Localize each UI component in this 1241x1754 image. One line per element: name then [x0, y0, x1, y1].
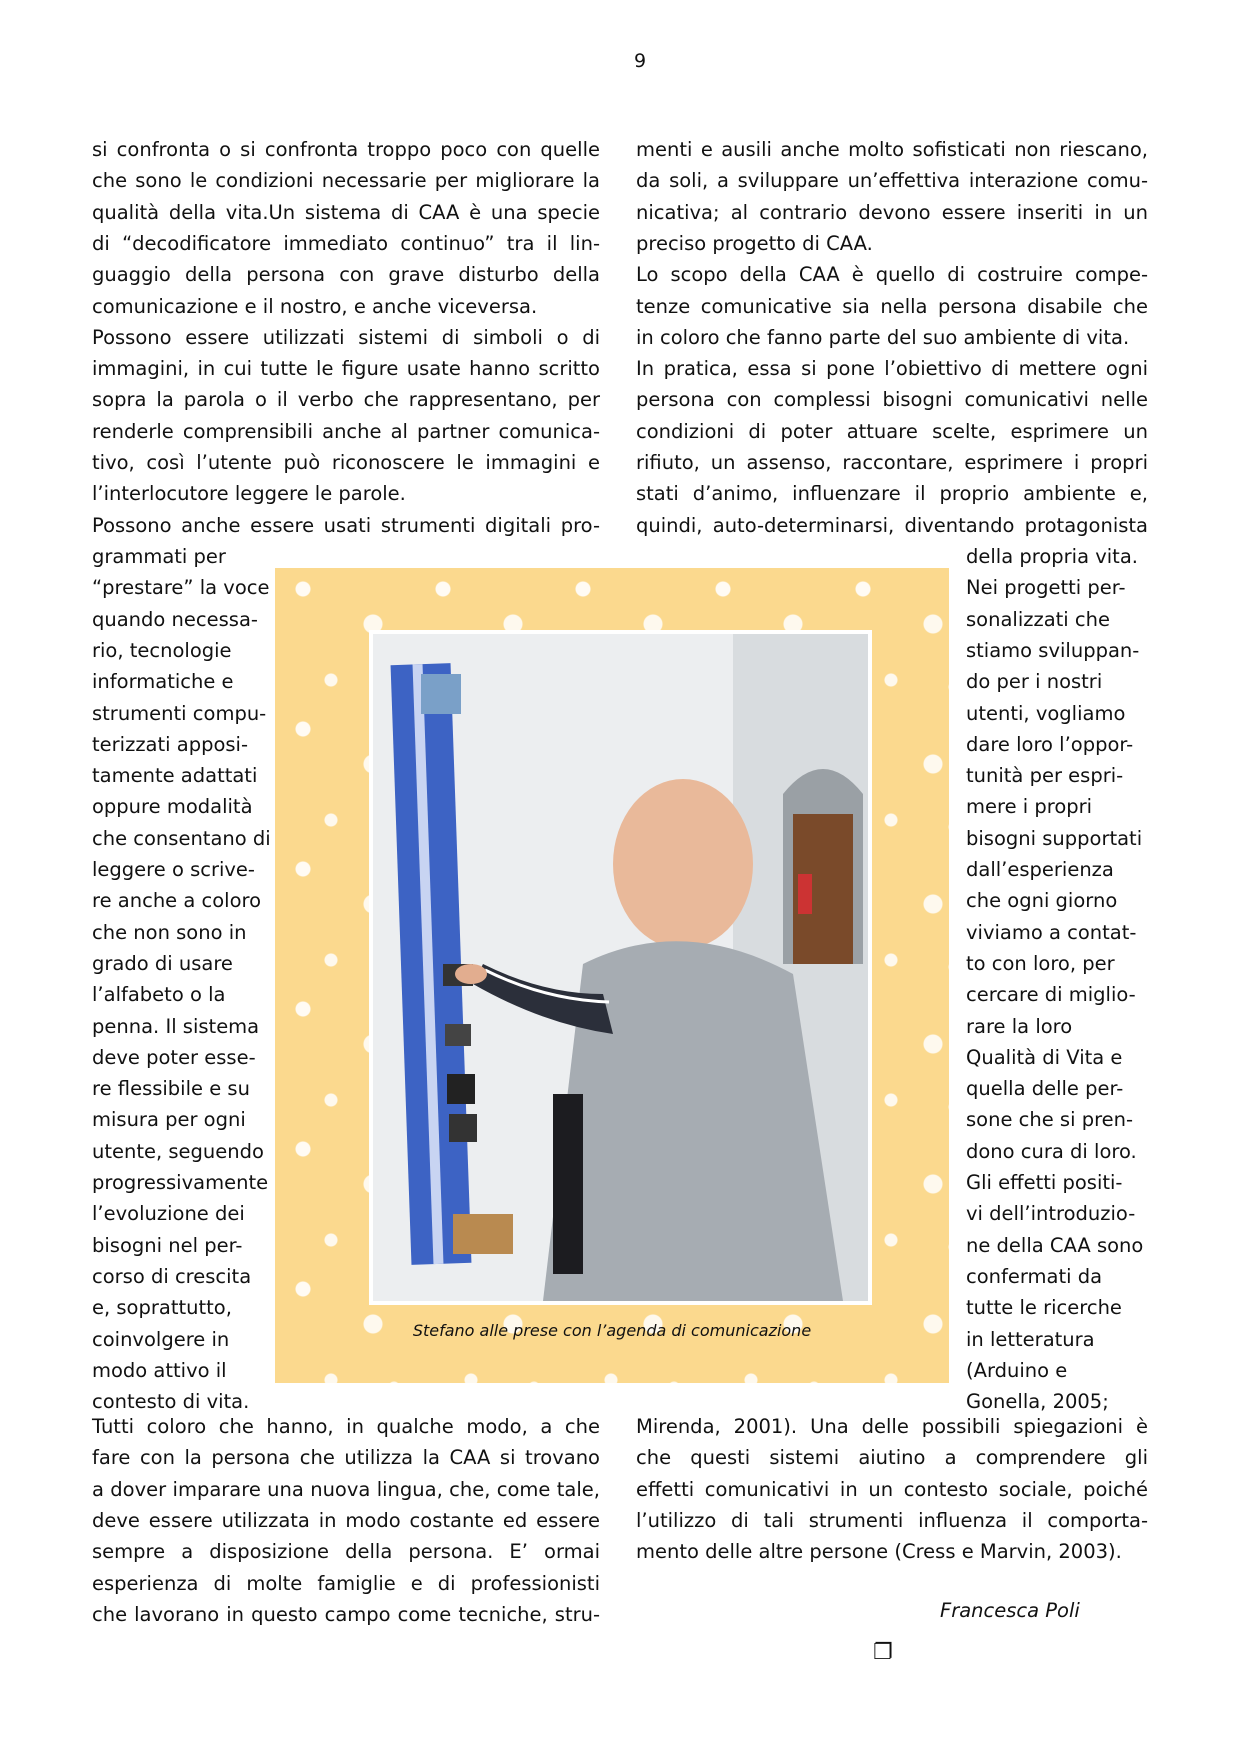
right-top-line: tenze comunicative sia nella persona disabile che — [636, 294, 1148, 318]
left-narrow-line: modo attivo il — [92, 1358, 227, 1382]
left-narrow-line: penna. Il sistema — [92, 1014, 260, 1038]
right-bottom-line: l’utilizzo di tali strumenti influenza il comporta- — [636, 1508, 1148, 1532]
right-narrow-line: viviamo a contat- — [966, 920, 1137, 944]
right-narrow-line: che ogni giorno — [966, 889, 1118, 913]
left-narrow-line: strumenti compu- — [92, 701, 267, 725]
right-narrow-line: quella delle per- — [966, 1077, 1124, 1101]
left-top-line: si confronta o si confronta troppo poco con quelle — [92, 138, 600, 161]
right-top-line: Lo scopo della CAA è quello di costruire compe- — [636, 263, 1148, 287]
right-top-line: condizioni di poter attuare scelte, esprimere un — [636, 419, 1148, 443]
left-bottom-line: fare con la persona che utilizza la CAA si trovano — [92, 1446, 600, 1470]
right-narrow-line: in letteratura — [966, 1327, 1095, 1351]
right-narrow-line: dono cura di loro. — [966, 1139, 1137, 1163]
left-narrow-line: terizzati apposi- — [92, 732, 249, 756]
left-narrow-line: che consentano di — [92, 826, 271, 850]
photo-illustration — [373, 634, 868, 1301]
right-narrow-line: confermati da — [966, 1264, 1103, 1288]
right-narrow-line: Gli effetti positi- — [966, 1171, 1123, 1194]
page-number: 9 — [633, 50, 647, 72]
left-top-line: di “decodificatore immediato continuo” tra il lin- — [92, 231, 600, 255]
left-narrow-line: informatiche e — [92, 670, 234, 694]
right-narrow-line: tunità per espri- — [966, 764, 1124, 788]
left-narrow-line: re flessibile e su — [92, 1077, 250, 1101]
left-narrow-line: progressivamente — [92, 1171, 269, 1194]
right-top-line: persona con complessi bisogni comunicativi nelle — [636, 388, 1148, 412]
right-top-line: nicativa; al contrario devono essere inseriti in un — [636, 200, 1148, 224]
left-narrow-line: l’evoluzione dei — [92, 1202, 245, 1226]
left-bottom-line: sempre a disposizione della persona. E’ ormai — [92, 1540, 600, 1564]
right-narrow-line: cercare di miglio- — [966, 983, 1136, 1007]
right-top-line: in coloro che fanno parte del suo ambiente di vita. — [636, 325, 1130, 349]
left-top-line: qualità della vita.Un sistema di CAA è una specie — [92, 200, 600, 224]
right-top-line: da soli, a sviluppare un’effettiva interazione comu- — [636, 169, 1148, 193]
right-bottom-line: Mirenda, 2001). Una delle possibili spiegazioni è — [636, 1415, 1148, 1438]
left-narrow-line: l’alfabeto o la — [92, 983, 226, 1007]
author-signature: Francesca Poli — [940, 1599, 1080, 1622]
right-narrow-line: Qualità di Vita e — [966, 1045, 1123, 1069]
photo-frame — [275, 568, 949, 1383]
left-bottom-line: a dover imparare una nuova lingua, che, come tale, — [92, 1477, 600, 1501]
left-narrow-line: re anche a coloro — [92, 889, 262, 913]
left-top-line: tivo, così l’utente può riconoscere le immagini e — [92, 451, 600, 474]
right-narrow-line: (Arduino e — [966, 1358, 1068, 1382]
left-narrow-line: grado di usare — [92, 951, 233, 975]
right-narrow-line: tutte le ricerche — [966, 1296, 1122, 1320]
left-top-line: renderle comprensibili anche al partner comunica- — [92, 419, 600, 443]
left-narrow-line: bisogni nel per- — [92, 1233, 243, 1257]
right-narrow-line: Nei progetti per- — [966, 576, 1126, 600]
right-top-line: quindi, auto-determinarsi, diventando protagonista — [636, 513, 1148, 537]
left-bottom-line: Tutti coloro che hanno, in qualche modo, a che — [92, 1415, 600, 1438]
left-narrow-line: deve poter esse- — [92, 1045, 256, 1069]
right-narrow-line: rare la loro — [966, 1014, 1073, 1038]
left-narrow-line: leggere o scrive- — [92, 858, 255, 881]
right-narrow-line: ne della CAA sono — [966, 1233, 1144, 1257]
right-narrow-line: sonalizzati che — [966, 607, 1110, 631]
left-bottom-line: deve essere utilizzata in modo costante ed essere — [92, 1508, 600, 1532]
right-narrow-line: sone che si pren- — [966, 1108, 1134, 1132]
right-narrow-line: to con loro, per — [966, 951, 1115, 975]
right-narrow-line: vi dell’introduzio- — [966, 1202, 1136, 1226]
left-narrow-line: e, soprattutto, — [92, 1296, 232, 1320]
right-narrow-line: dare loro l’oppor- — [966, 732, 1134, 756]
left-top-line: comunicazione e il nostro, e anche viceversa. — [92, 294, 538, 318]
right-top-line: rifiuto, un assenso, raccontare, esprimere i propri — [636, 451, 1148, 474]
left-top-line: guaggio della persona con grave disturbo della — [92, 263, 600, 287]
left-narrow-line: contesto di vita. — [92, 1390, 250, 1414]
left-bottom-line: esperienza di molte famiglie e di professionisti — [92, 1571, 600, 1595]
left-top-line: Possono essere utilizzati sistemi di simboli o di — [92, 325, 600, 349]
right-bottom-line: mento delle altre persone (Cress e Marvin, 2003). — [636, 1540, 1122, 1564]
right-top-line: menti e ausili anche molto sofisticati non riescano, — [636, 138, 1148, 161]
photo-stefano-agenda — [369, 630, 872, 1305]
right-top-line: preciso progetto di CAA. — [636, 231, 873, 255]
left-top-line: Possono anche essere usati strumenti digitali pro- — [92, 513, 600, 537]
left-top-line: immagini, in cui tutte le figure usate hanno scritto — [92, 357, 600, 381]
right-bottom-line: che questi sistemi aiutino a comprendere gli — [636, 1446, 1148, 1470]
right-top-line: stati d’animo, influenzare il proprio ambiente e, — [636, 482, 1148, 506]
left-top-line: sopra la parola o il verbo che rappresentano, per — [92, 388, 600, 412]
left-narrow-line: “prestare” la voce — [92, 576, 270, 600]
right-bottom-line: effetti comunicativi in un contesto sociale, poiché — [636, 1477, 1148, 1501]
left-narrow-line: che non sono in — [92, 920, 247, 944]
left-top-line: che sono le condizioni necessarie per migliorare la — [92, 169, 600, 193]
end-mark-icon: ❐ — [873, 1640, 893, 1665]
right-top-line: In pratica, essa si pone l’obiettivo di mettere ogni — [636, 357, 1148, 381]
left-bottom-line: che lavorano in questo campo come tecniche, stru- — [92, 1602, 600, 1626]
left-top-line: l’interlocutore leggere le parole. — [92, 482, 406, 506]
right-narrow-line: do per i nostri — [966, 670, 1103, 694]
left-narrow-line: coinvolgere in — [92, 1327, 230, 1351]
right-narrow-line: mere i propri — [966, 795, 1093, 819]
right-narrow-line: bisogni supportati — [966, 826, 1143, 850]
left-narrow-line: misura per ogni — [92, 1108, 246, 1132]
right-narrow-line: stiamo sviluppan- — [966, 638, 1140, 662]
right-narrow-line: utenti, vogliamo — [966, 701, 1126, 725]
right-narrow-line: della propria vita. — [966, 545, 1138, 568]
left-narrow-line: oppure modalità — [92, 795, 253, 819]
left-narrow-line: utente, seguendo — [92, 1139, 264, 1163]
left-narrow-line: corso di crescita — [92, 1264, 252, 1288]
right-narrow-line: Gonella, 2005; — [966, 1390, 1109, 1414]
left-narrow-line: quando necessa- — [92, 607, 258, 631]
left-narrow-line: rio, tecnologie — [92, 638, 232, 662]
photo-caption: Stefano alle prese con l’agenda di comunicazione — [412, 1321, 812, 1340]
left-narrow-line: tamente adattati — [92, 764, 258, 788]
left-narrow-line: grammati per — [92, 545, 226, 568]
right-narrow-line: dall’esperienza — [966, 858, 1114, 881]
